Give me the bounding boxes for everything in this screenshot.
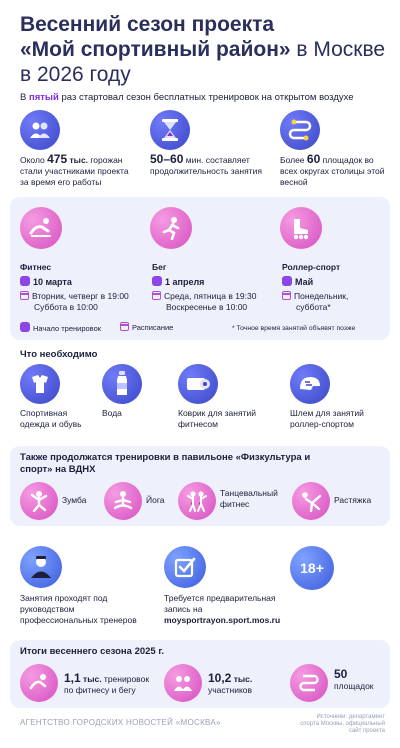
dance-icon bbox=[178, 482, 216, 520]
intro-accent: пятый bbox=[28, 92, 59, 103]
hourglass-icon bbox=[150, 110, 190, 150]
needed-item-sportswear: Спортивная одежда и обувь bbox=[20, 408, 82, 429]
result-participants: 10,2 тыс. участников bbox=[208, 671, 253, 695]
trainer-icon bbox=[20, 546, 62, 588]
start-badge-icon bbox=[282, 276, 292, 286]
yoga-icon bbox=[104, 482, 142, 520]
start-badge-icon bbox=[152, 276, 162, 286]
info-trainers: Занятия проходят под руководством профессиональных тренеров bbox=[20, 593, 137, 625]
activity-roller-schedule: Понедельник, суббота* bbox=[282, 291, 387, 313]
stretching-icon bbox=[292, 482, 330, 520]
sites-icon bbox=[290, 664, 328, 702]
activity-fitness-schedule: Вторник, четверг в 19:00 Суббота в 10:00 bbox=[20, 291, 145, 313]
info-registration: Требуется предварительная запись на moysportrayon.sport.mos.ru bbox=[164, 593, 281, 625]
activity-roller-date: Май bbox=[282, 276, 313, 288]
title-project-name: «Мой спортивный район» bbox=[20, 38, 291, 61]
result-trainings: 1,1 тыс. тренировок по фитнесу и бегу bbox=[64, 671, 150, 695]
title-city: в Москве bbox=[290, 38, 386, 61]
activity-run-schedule: Среда, пятница в 19:30 Воскресенье в 10:00 bbox=[152, 291, 277, 313]
yoga-mat-icon bbox=[178, 364, 218, 404]
needed-item-mat: Коврик для занятий фитнесом bbox=[178, 408, 256, 429]
stat-duration: 50–60 мин. составляет продолжительность занятия bbox=[150, 152, 262, 176]
zumba-icon bbox=[20, 482, 58, 520]
vdnh-item-dance: Танцевальный фитнес bbox=[220, 488, 278, 509]
vdnh-item-yoga: Йога bbox=[146, 495, 165, 505]
activity-fitness-date: 10 марта bbox=[20, 276, 72, 288]
title-line-1: Весенний сезон проекта bbox=[20, 13, 275, 36]
registration-link[interactable]: moysportrayon.sport.mos.ru bbox=[164, 615, 281, 625]
helmet-icon bbox=[290, 364, 330, 404]
title-line-3: в 2026 году bbox=[20, 63, 131, 86]
fitness-icon bbox=[20, 207, 62, 249]
activity-fitness-name: Фитнес bbox=[20, 262, 52, 272]
needed-item-water: Вода bbox=[102, 408, 122, 418]
age-badge-icon bbox=[290, 546, 334, 590]
calendar-icon bbox=[282, 291, 291, 300]
legend-start: Начало тренировок bbox=[20, 322, 101, 334]
activity-run-name: Бег bbox=[152, 262, 167, 272]
result-sites: 50 площадок bbox=[334, 667, 374, 691]
legend-schedule: Расписание bbox=[120, 322, 173, 333]
start-badge-icon bbox=[20, 276, 30, 286]
vdnh-item-stretching: Растяжка bbox=[334, 495, 372, 505]
map-route-icon bbox=[280, 110, 320, 150]
needed-item-helmet: Шлем для занятий роллер-спортом bbox=[290, 408, 364, 429]
sportswear-icon bbox=[20, 364, 60, 404]
checkbox-icon bbox=[164, 546, 206, 588]
age-limit: 18+ bbox=[300, 560, 324, 576]
stat-sites: Более 60 площадок во всех округах столицы этой весной bbox=[280, 152, 385, 187]
footer-agency: АГЕНТСТВО ГОРОДСКИХ НОВОСТЕЙ «МОСКВА» bbox=[20, 718, 221, 727]
roller-skate-icon bbox=[280, 207, 322, 249]
participants-icon bbox=[164, 664, 202, 702]
runner-icon bbox=[150, 207, 192, 249]
intro-text: В пятый раз стартовал сезон бесплатных тренировок на открытом воздухе bbox=[20, 92, 354, 103]
start-badge-icon bbox=[20, 322, 30, 332]
legend-note: * Точное время занятий объявят позже bbox=[232, 325, 356, 332]
vdnh-heading: Также продолжатся тренировки в павильоне «Физкультура и спорт» на ВДНХ bbox=[20, 452, 311, 475]
activity-run-date: 1 апреля bbox=[152, 276, 204, 288]
calendar-icon bbox=[120, 322, 129, 331]
activity-roller-name: Роллер-спорт bbox=[282, 262, 341, 272]
vdnh-item-zumba: Зумба bbox=[62, 495, 87, 505]
people-icon bbox=[20, 110, 60, 150]
calendar-icon bbox=[20, 291, 29, 300]
fitness-result-icon bbox=[20, 664, 58, 702]
results-heading: Итоги весеннего сезона 2025 г. bbox=[20, 646, 165, 657]
stat-participants: Около 475 тыс. горожан стали участниками проекта за время его работы bbox=[20, 152, 129, 187]
source-note: Источники: департамент спорта Москвы, официальный сайт проекта bbox=[300, 714, 385, 734]
needed-heading: Что необходимо bbox=[20, 349, 98, 360]
calendar-icon bbox=[152, 291, 161, 300]
water-bottle-icon bbox=[102, 364, 142, 404]
page-title bbox=[20, 12, 390, 87]
